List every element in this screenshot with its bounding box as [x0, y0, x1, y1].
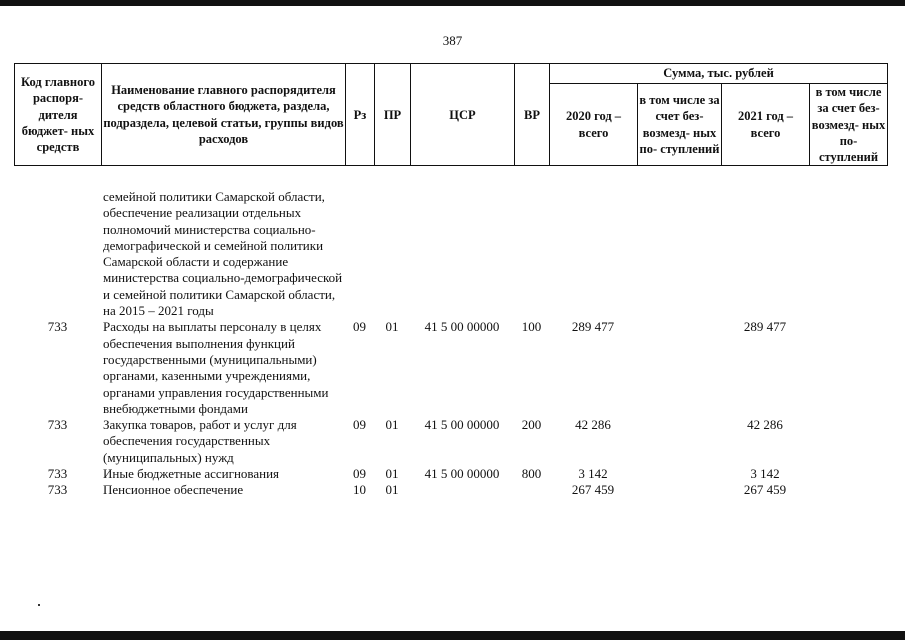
cell-sum-2020: 3 142 — [578, 466, 608, 482]
cell-pr: 01 — [385, 417, 399, 433]
cell-pr: 01 — [385, 466, 399, 482]
header-2021-total: 2021 год – всего — [722, 84, 810, 166]
cell-pr: 01 — [385, 482, 399, 498]
cell-code: 733 — [47, 417, 68, 433]
header-2021-including: в том числе за счет без- возмезд- ных по- ступлений — [810, 84, 888, 166]
cell-vr: 200 — [521, 417, 542, 433]
cell-code: 733 — [47, 319, 68, 335]
cell-csr: 41 5 00 00000 — [424, 417, 500, 433]
header-pr: ПР — [375, 64, 411, 166]
cell-sum-2021: 42 286 — [747, 417, 783, 433]
cell-vr: 800 — [521, 466, 542, 482]
page-number: 387 — [442, 33, 463, 48]
table-row — [14, 189, 887, 319]
cell-name: Иные бюджетные ассигнования — [103, 466, 280, 482]
top-border-bar — [0, 0, 905, 6]
header-csr: ЦСР — [411, 64, 515, 166]
cell-csr: 41 5 00 00000 — [424, 466, 500, 482]
cell-name: Пенсионное обеспечение — [103, 482, 244, 498]
cell-csr: 41 5 00 00000 — [424, 319, 500, 335]
cell-sum-2020: 289 477 — [571, 319, 615, 335]
header-sum-group: Сумма, тыс. рублей — [550, 64, 888, 84]
header-name: Наименование главного распорядителя средств областного бюджета, раздела, подраздела, целевой статьи, группы видов расходов — [102, 64, 346, 166]
header-2020-including: в том числе за счет без- возмезд- ных по- ступлений — [638, 84, 722, 166]
cell-rz: 09 — [353, 417, 366, 433]
header-2020-total: 2020 год – всего — [550, 84, 638, 166]
table-row — [14, 466, 887, 482]
cell-sum-2021: 289 477 — [743, 319, 787, 335]
header-vr: ВР — [515, 64, 550, 166]
cell-code: 733 — [47, 466, 68, 482]
cell-sum-2020: 267 459 — [571, 482, 615, 498]
cell-vr: 100 — [521, 319, 542, 335]
cell-sum-2021: 267 459 — [743, 482, 787, 498]
table-header — [14, 63, 888, 166]
table-row — [14, 417, 887, 466]
cell-rz: 10 — [353, 482, 366, 498]
bottom-border-bar — [0, 631, 905, 640]
cell-sum-2021: 3 142 — [750, 466, 780, 482]
cell-sum-2020: 42 286 — [575, 417, 611, 433]
cell-name: семейной политики Самарской области, обеспечение реализации отдельных полномочий министерства социально-демографической и семейной политики Самарской области и содержание министерства социально-демографической и семейной политики Самарской области, на 2015 – 2021 годы — [103, 189, 343, 319]
cell-pr: 01 — [385, 319, 399, 335]
cell-name: Закупка товаров, работ и услуг для обеспечения государственных (муниципальных) нужд — [103, 417, 297, 465]
cell-rz: 09 — [353, 466, 366, 482]
cell-code: 733 — [47, 482, 68, 498]
header-rz: Рз — [346, 64, 375, 166]
table-body — [14, 189, 887, 499]
header-code: Код главного распоря- дителя бюджет- ных средств — [15, 64, 102, 166]
table-row — [14, 482, 887, 498]
cell-rz: 09 — [353, 319, 366, 335]
table-row — [14, 319, 887, 417]
cell-name: Расходы на выплаты персоналу в целях обеспечения выполнения функций государственными (муниципальными) органами, казенными учреждениями, органами управления государственными внебюджетными фондами — [103, 319, 329, 416]
scan-speck — [38, 604, 40, 606]
